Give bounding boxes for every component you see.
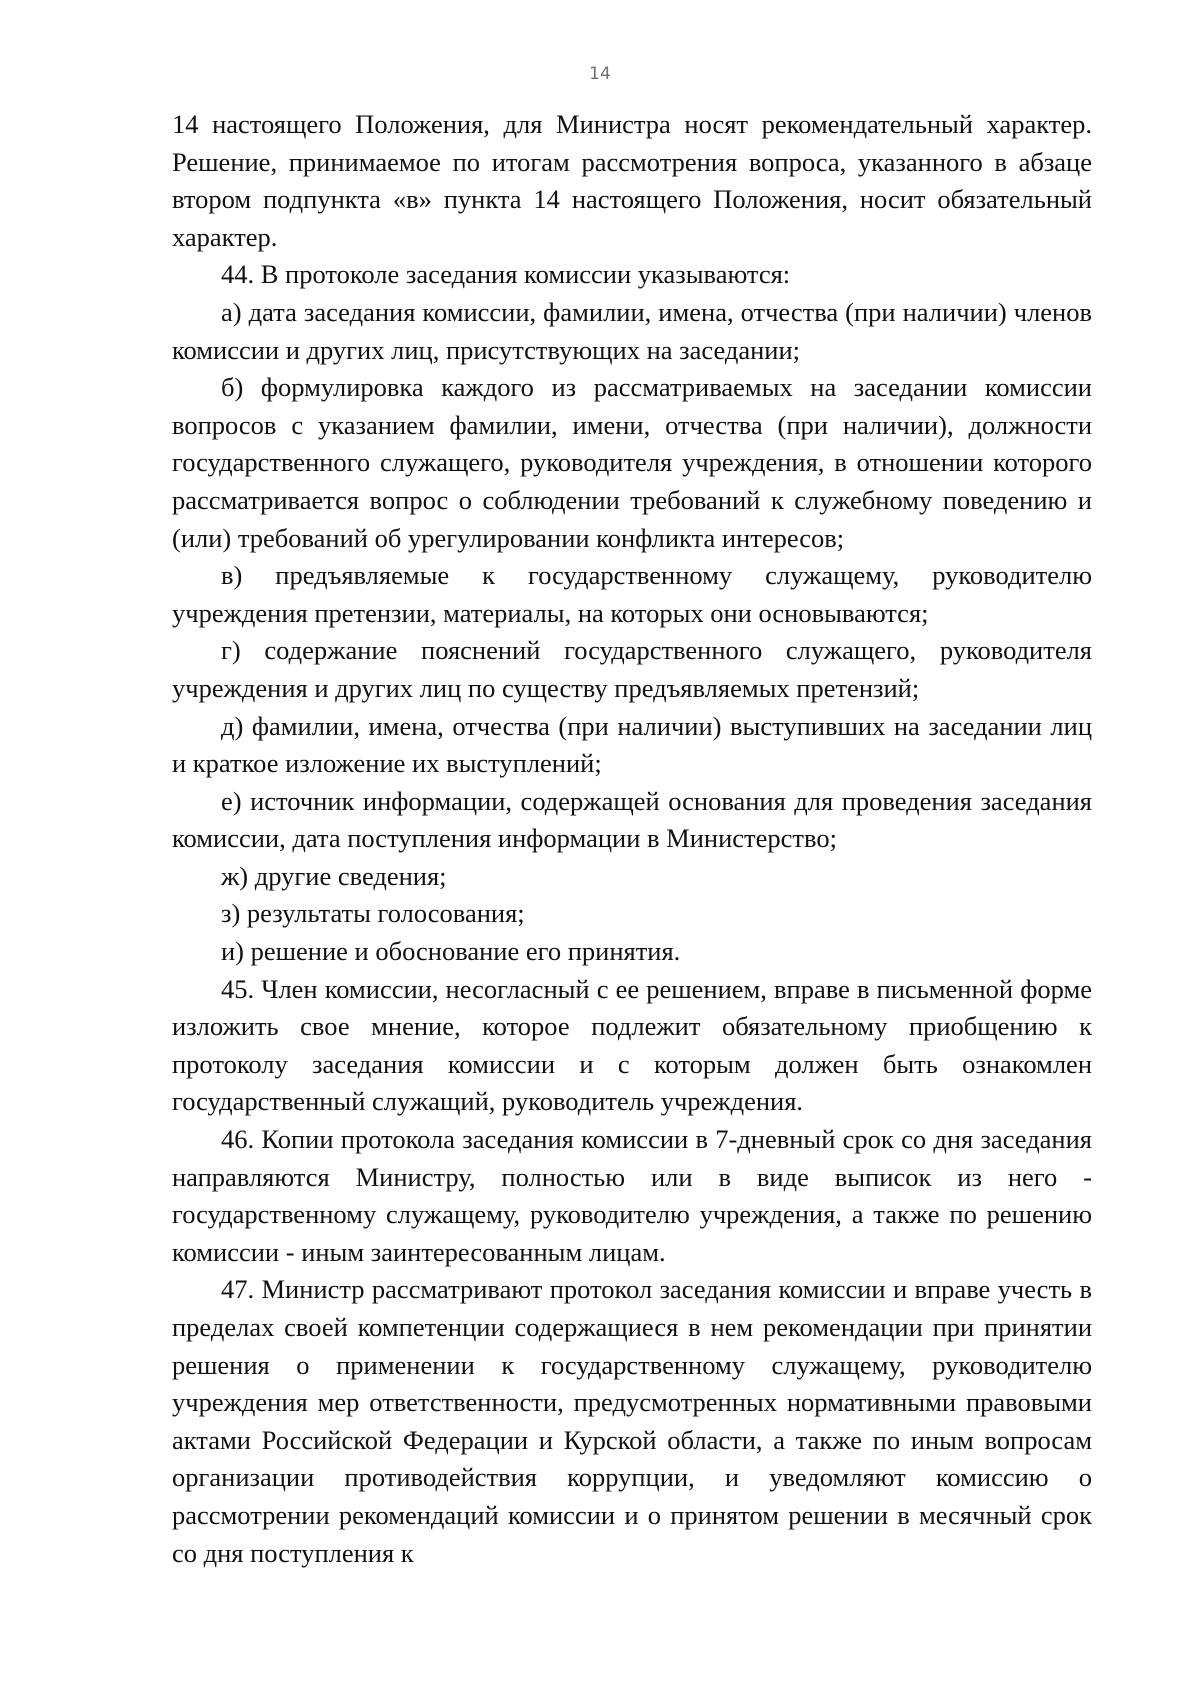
- paragraph-44-d: д) фамилии, имена, отчества (при наличии) выступивших на заседании лиц и краткое изложение их выступлений;: [172, 710, 1092, 779]
- paragraph-44-v: в) предъявляемые к государственному служащему, руководителю учреждения претензии, материалы, на которых они основываются;: [172, 560, 1092, 628]
- paragraph-44-i: и) решение и обоснование его принятия.: [221, 936, 681, 967]
- paragraph-46: 46. Копии протокола заседания комиссии в 7-дневный срок со дня заседания направляются Министру, полностью или в виде выписок из него - государственному служащему, руководителю учреждения, а также по решению комиссии - иным заинтересованным лицам.: [172, 1124, 1092, 1267]
- paragraph-45: 45. Член комиссии, несогласный с ее решением, вправе в письменной форме изложить свое мнение, которое подлежит обязательному приобщению к протоколу заседания комиссии и с которым должен быть ознакомлен государственный служащий, руководитель учреждения.: [172, 973, 1092, 1117]
- page-number: 14: [589, 64, 611, 84]
- paragraph-continuation: 14 настоящего Положения, для Министра носят рекомендательный характер. Решение, принимаемое по итогам рассмотрения вопроса, указанного в абзаце втором подпункта «в» пункта 14 настоящего Положения, носит обязательный характер.: [172, 109, 1092, 252]
- paragraph-44: 44. В протоколе заседания комиссии указываются:: [221, 259, 791, 290]
- paragraph-44-e: е) источник информации, содержащей основания для проведения заседания комиссии, дата поступления информации в Министерство;: [172, 785, 1092, 854]
- paragraph-44-z: з) результаты голосования;: [221, 898, 525, 929]
- paragraph-44-zh: ж) другие сведения;: [221, 860, 447, 891]
- paragraph-44-g: г) содержание пояснений государственного служащего, руководителя учреждения и других лиц по существу предъявляемых претензий;: [172, 635, 1092, 703]
- paragraph-44-b: б) формулировка каждого из рассматриваемых на заседании комиссии вопросов с указанием фамилии, имени, отчества (при наличии), должности государственного служащего, руководителя учреждения, в отношении которого рассматривается вопрос о соблюдении требований к служебному поведению и (или) требований об урегулировании конфликта интересов;: [172, 372, 1092, 553]
- paragraph-47: 47. Министр рассматривают протокол заседания комиссии и вправе учесть в пределах своей компетенции содержащиеся в нем рекомендации при принятии решения о применении к государственному служащему, руководителю учреждения мер ответственности, предусмотренных нормативными правовыми актами Российской Федерации и Курской области, а также по иным вопросам организации противодействия коррупции, и уведомляют комиссию о рассмотрении рекомендаций комиссии и о принятом решении в месячный срок со дня поступления к: [172, 1274, 1092, 1568]
- document-body: [172, 106, 1092, 1572]
- paragraph-44-a: а) дата заседания комиссии, фамилии, имена, отчества (при наличии) членов комиссии и других лиц, присутствующих на заседании;: [172, 296, 1092, 365]
